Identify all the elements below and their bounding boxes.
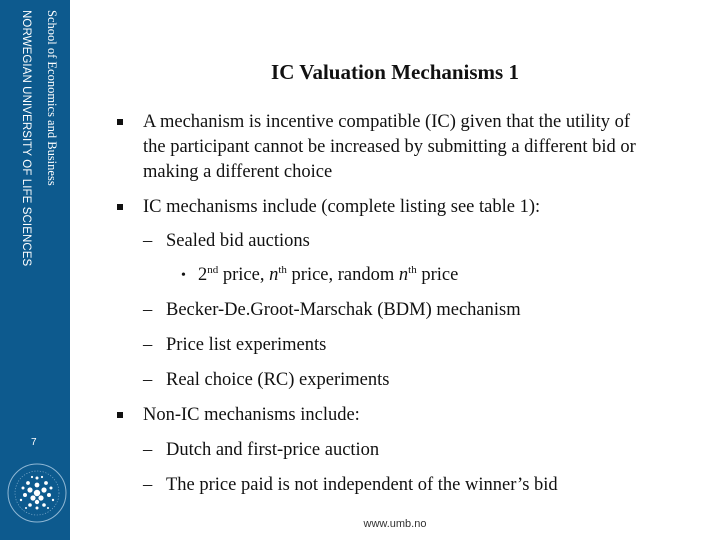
slide-number: 7 [31,437,37,448]
bullet-ic-mechanisms: IC mechanisms include (complete listing see table 1): [143,197,541,217]
sub-auction-price-types: 2nd price, $n^{th}$ price, random $n^{th}$ price [198,264,459,285]
sub-sealed-bid-auctions: Sealed bid auctions [166,231,310,251]
dash-icon: – [143,300,153,320]
sidebar [0,0,70,540]
dash-icon: – [143,335,153,355]
sub-price-list-experiments: Price list experiments [166,335,327,355]
university-seal-logo-icon [6,462,68,524]
bullet-ic-definition-line3: making a different choice [143,162,333,182]
dash-icon: – [143,370,153,390]
bullet-ic-definition-line1: A mechanism is incentive compatible (IC) given that the utility of [143,112,631,132]
footer-url: www.umb.no [363,518,427,530]
sub-bdm-mechanism: Becker-De.Groot-Marschak (BDM) mechanism [166,300,521,320]
sub-real-choice-experiments: Real choice (RC) experiments [166,370,390,390]
dot-bullet-icon: • [181,268,186,283]
bullet-ic-definition-line2: the participant cannot be increased by submitting a different bid or [143,137,636,157]
sub-price-paid-note: The price paid is not independent of the winner’s bid [166,475,558,495]
bullet-square-icon [117,412,123,418]
sub-dutch-first-price: Dutch and first-price auction [166,440,380,460]
school-name: School of Economics and Business [45,10,59,186]
bullet-non-ic-mechanisms: Non-IC mechanisms include: [143,405,360,425]
bullet-square-icon [117,119,123,125]
bullet-square-icon [117,204,123,210]
dash-icon: – [143,440,153,460]
dash-icon: – [143,231,153,251]
university-name: NORWEGIAN UNIVERSITY OF LIFE SCIENCES [20,10,32,267]
dash-icon: – [143,475,153,495]
slide-title: IC Valuation Mechanisms 1 [271,60,519,84]
